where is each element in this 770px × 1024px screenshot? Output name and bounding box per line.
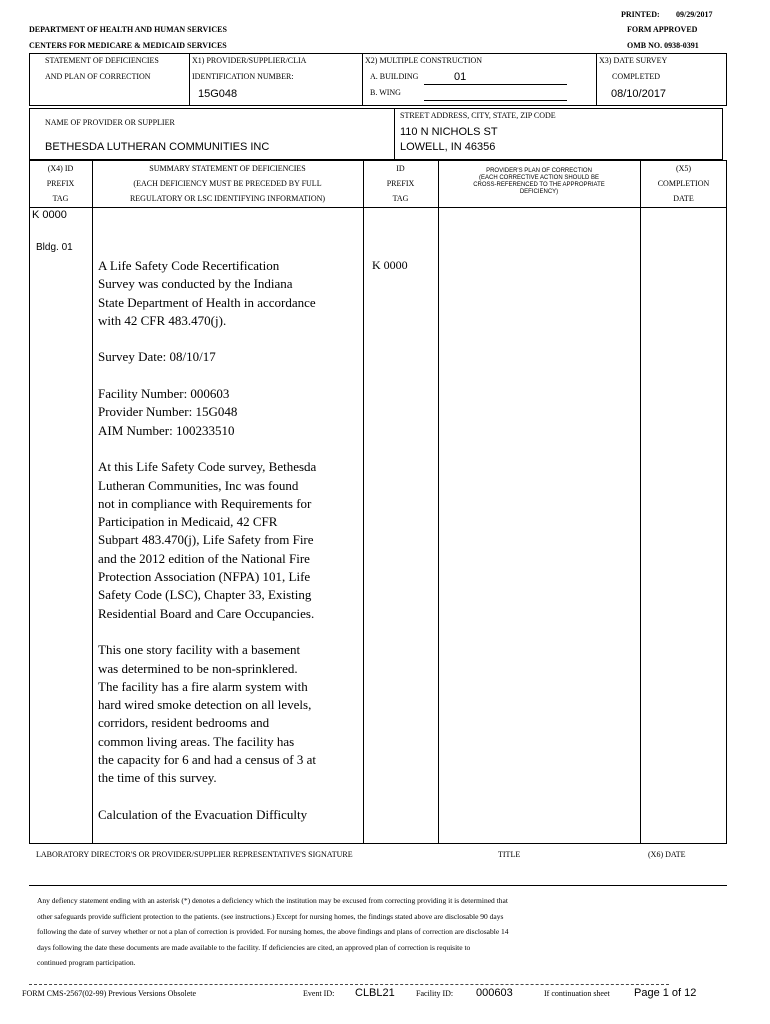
address-line-2: LOWELL, IN 46356: [400, 141, 496, 153]
disclaimer-line: Any defiency statement ending with an asterisk (*) denotes a deficiency which the institution may be excused from correcting providing it is determined that: [37, 896, 508, 905]
address-label: STREET ADDRESS, CITY, STATE, ZIP CODE: [400, 111, 556, 120]
id-header-3: TAG: [392, 194, 409, 203]
printed-label: PRINTED:: [621, 10, 660, 19]
id-header-1: ID: [396, 164, 405, 173]
summary-header-2: (EACH DEFICIENCY MUST BE PRECEDED BY FULL: [133, 179, 322, 188]
disclaimer-line: days following the date these documents are made available to the facility. If deficiencies are cited, an approved plan of correction is requisite to: [37, 942, 471, 952]
x2-label: X2) MULTIPLE CONSTRUCTION: [365, 56, 483, 65]
prefix-tag: K 0000: [32, 209, 67, 221]
disclaimer-line: other safeguards provide sufficient protection to the patients. (see instructions.) Except for nursing homes, the findings stated above are disclosable 90 days: [37, 911, 504, 921]
id-header-2: PREFIX: [386, 179, 415, 188]
omb-number: OMB NO. 0938-0391: [627, 41, 699, 50]
plan-header-3: CROSS-REFERENCED TO THE APPROPRIATE: [473, 182, 605, 188]
centers-name: CENTERS FOR MEDICARE & MEDICAID SERVICES: [29, 41, 227, 50]
survey-date-value: 08/10/2017: [611, 88, 667, 100]
x5-header-3: DATE: [673, 194, 694, 203]
wing-label: B. WING: [370, 88, 401, 97]
x5-header-1: (X5): [675, 164, 692, 173]
continuation-label: If continuation sheet: [544, 989, 610, 998]
summary-header-3: REGULATORY OR LSC IDENTIFYING INFORMATION): [129, 194, 326, 203]
provider-name-label: NAME OF PROVIDER OR SUPPLIER: [45, 118, 175, 127]
building-label: A. BUILDING: [370, 72, 419, 81]
x3-label-2: COMPLETED: [612, 72, 660, 81]
provider-id-value: 15G048: [198, 88, 238, 100]
title-label: TITLE: [498, 850, 521, 859]
event-id-label: Event ID:: [303, 989, 335, 998]
building-tag: Bldg. 01: [36, 242, 73, 253]
page-number: Page 1 of 12: [634, 987, 697, 999]
plan-header-4: DEFICIENCY): [519, 189, 559, 195]
disclaimer-text: [37, 893, 509, 971]
provider-name-value: BETHESDA LUTHERAN COMMUNITIES INC: [45, 141, 270, 153]
form-number: FORM CMS-2567(02-99) Previous Versions Obsolete: [22, 989, 197, 998]
facility-id-value: 000603: [476, 987, 513, 999]
x5-header-2: COMPLETION: [657, 179, 710, 188]
x4-header-1: (X4) ID: [47, 164, 74, 173]
disclaimer-line: following the date of survey whether or not a plan of correction is provided. For nursing homes, the above findings and plans of correction are disclosable 14: [37, 927, 509, 937]
x1-label-1: X1) PROVIDER/SUPPLIER/CLIA: [192, 56, 307, 65]
x3-label-1: X3) DATE SURVEY: [599, 56, 668, 65]
department-name: DEPARTMENT OF HEALTH AND HUMAN SERVICES: [29, 25, 227, 34]
form-approved: FORM APPROVED: [627, 25, 698, 34]
facility-id-label: Facility ID:: [416, 989, 454, 998]
disclaimer-line: continued program participation.: [37, 958, 136, 968]
x4-header-3: TAG: [52, 194, 69, 203]
address-line-1: 110 N NICHOLS ST: [400, 126, 498, 138]
x4-header-2: PREFIX: [46, 179, 75, 188]
plan-header-1: PROVIDER'S PLAN OF CORRECTION: [486, 168, 592, 174]
event-id-value: CLBL21: [355, 987, 395, 999]
id-prefix-tag: K 0000: [372, 258, 408, 272]
deficiency-text: A Life Safety Code Recertification Survey was conducted by the Indiana State Department of Health in accordance with 42 CFR 483.470(j). Survey Date: 08/10/17 Facility Number: 000603 Provider Number: 15G048 AIM Number: 100233510 At this Life Safety Code survey, Bethesda Lutheran Communities, Inc was found not in compliance with Requirements for Participation in Medicaid, 42 CFR Subpart 483.470(j), Life Safety from Fire and the 2012 edition of the National Fire Protection Association (NFPA) 101, Life Safety Code (LSC), Chapter 33, Existing Residential Board and Care Occupancies. This one story facility with a basement was determined to be non-sprinklered. The facility has a fire alarm system with hard wired smoke detection on all levels, corridors, resident bedrooms and common living areas. The facility has the capacity for 6 and had a census of 3 at the time of this survey. Calculation of the Evacuation Difficulty: [98, 258, 317, 822]
statement-label-1: STATEMENT OF DEFICIENCIES: [45, 56, 159, 65]
printed-date: 09/29/2017: [676, 10, 713, 19]
summary-header-1: SUMMARY STATEMENT OF DEFICIENCIES: [149, 164, 306, 173]
building-value: 01: [454, 71, 467, 83]
x1-label-2: IDENTIFICATION NUMBER:: [192, 72, 294, 81]
statement-label-2: AND PLAN OF CORRECTION: [45, 72, 151, 81]
signature-label: LABORATORY DIRECTOR'S OR PROVIDER/SUPPLIER REPRESENTATIVE'S SIGNATURE: [36, 850, 353, 859]
x6-date-label: (X6) DATE: [648, 850, 686, 859]
plan-header-2: (EACH CORRECTIVE ACTION SHOULD BE: [478, 175, 600, 181]
